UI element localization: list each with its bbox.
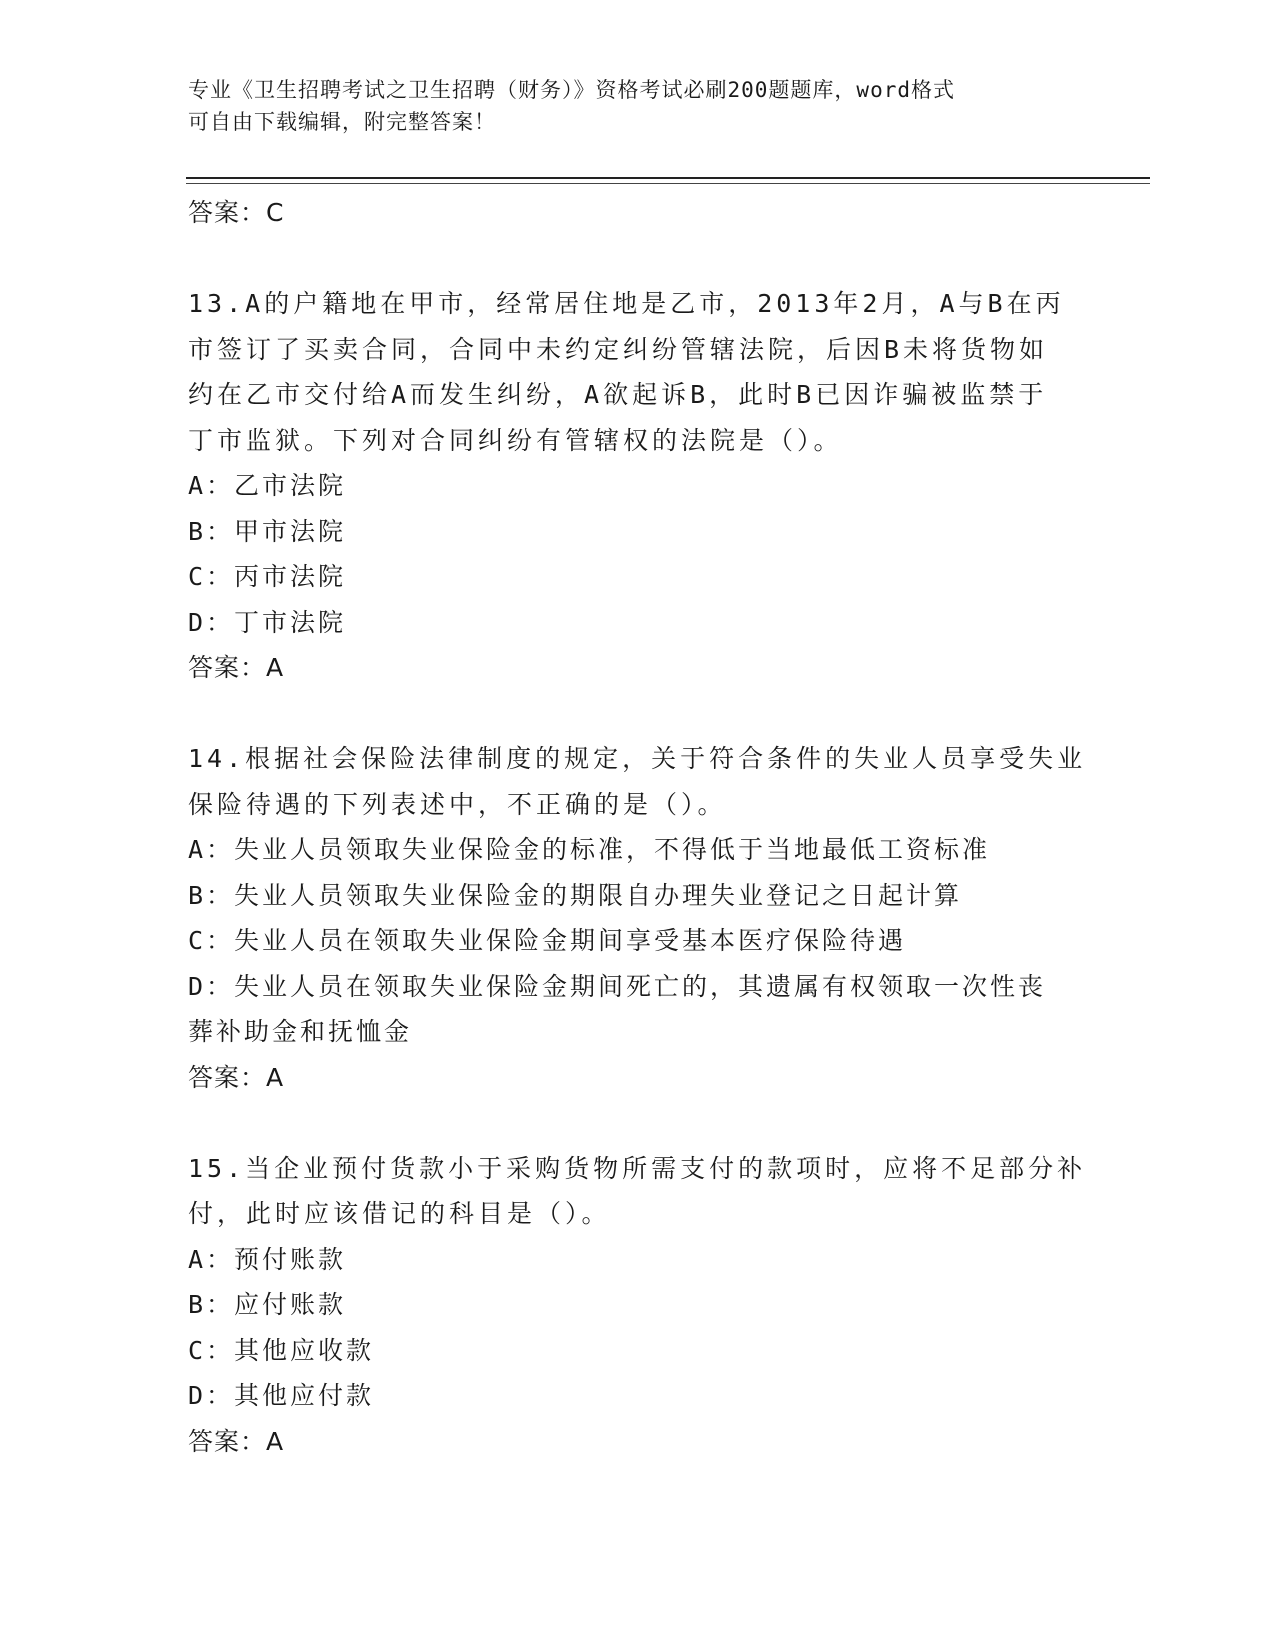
question-13 [188, 281, 1088, 691]
spacer [188, 236, 1088, 282]
option-a: A：预付账款 [188, 1244, 347, 1274]
header-divider-thin [186, 183, 1150, 184]
answer: 答案：A [188, 653, 285, 682]
header-line-1: 专业《卫生招聘考试之卫生招聘（财务）》资格考试必刷200题题库，word格式 [188, 78, 955, 102]
question-text-line: 市签订了买卖合同，合同中未约定纠纷管辖法院，后因B未将货物如 [188, 334, 1049, 364]
option-c: C：失业人员在领取失业保险金期间享受基本医疗保险待遇 [188, 926, 907, 955]
option-c: C：其他应收款 [188, 1335, 375, 1365]
option-a: A：乙市法院 [188, 471, 347, 500]
question-text-line: 约在乙市交付给A而发生纠纷，A欲起诉B，此时B已因诈骗被监禁于 [188, 380, 1048, 409]
question-text-line: 14.根据社会保险法律制度的规定，关于符合条件的失业人员享受失业 [188, 744, 1087, 773]
question-text-line: 付，此时应该借记的科目是（）。 [188, 1199, 611, 1228]
question-content [188, 190, 1088, 1464]
answer: 答案：A [188, 1426, 285, 1456]
previous-answer: 答案：C [188, 198, 285, 227]
option-d: D：其他应付款 [188, 1381, 375, 1410]
document-header [188, 74, 1068, 138]
answer: 答案：A [188, 1062, 285, 1092]
question-15 [188, 1146, 1088, 1465]
option-a: A：失业人员领取失业保险金的标准，不得低于当地最低工资标准 [188, 835, 991, 864]
option-b: B：应付账款 [188, 1290, 347, 1319]
spacer [188, 691, 1088, 737]
question-text-line: 保险待遇的下列表述中，不正确的是（）。 [188, 789, 727, 819]
question-text-line: 15.当企业预付货款小于采购货物所需支付的款项时，应将不足部分补 [188, 1153, 1087, 1183]
option-d: D：失业人员在领取失业保险金期间死亡的，其遗属有权领取一次性丧 [188, 971, 1047, 1001]
question-14 [188, 736, 1088, 1100]
option-b: B：失业人员领取失业保险金的期限自办理失业登记之日起计算 [188, 880, 963, 910]
spacer [188, 1100, 1088, 1146]
option-d-continued: 葬补助金和抚恤金 [188, 1017, 413, 1046]
option-c: C：丙市法院 [188, 562, 347, 591]
question-text-line: 13.A的户籍地在甲市，经常居住地是乙市，2013年2月，A与B在丙 [188, 289, 1065, 318]
header-line-2: 可自由下载编辑，附完整答案！ [188, 110, 496, 134]
option-d: D：丁市法院 [188, 607, 347, 637]
question-text-line: 丁市监狱。下列对合同纠纷有管辖权的法院是（）。 [188, 425, 843, 455]
header-divider-thick [186, 177, 1150, 179]
option-b: B：甲市法院 [188, 516, 347, 546]
